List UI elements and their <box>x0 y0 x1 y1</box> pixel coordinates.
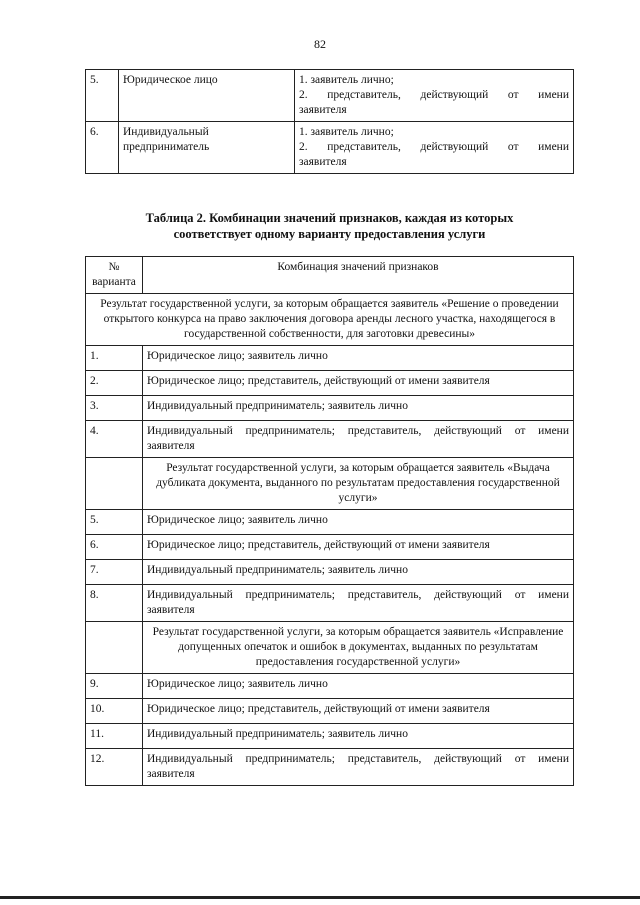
table-row <box>86 749 574 786</box>
table-row <box>86 585 574 622</box>
variant-combination: Индивидуальный предприниматель; представитель, действующий от имени заявителя <box>143 421 574 458</box>
empty-cell <box>86 622 143 674</box>
variant-combination: Индивидуальный предприниматель; представитель, действующий от имени заявителя <box>143 749 574 786</box>
header-row <box>86 257 574 294</box>
page-bottom-rule <box>0 896 640 899</box>
table-row <box>86 699 574 724</box>
variant-number: 1. <box>86 346 143 371</box>
table-row <box>86 346 574 371</box>
variant-combination: Индивидуальный предприниматель; представитель, действующий от имени заявителя <box>143 585 574 622</box>
option-line: заявителя <box>299 156 347 168</box>
variant-combination: Индивидуальный предприниматель; заявитель лично <box>143 560 574 585</box>
option-line: 2. представитель, действующий от имени <box>299 89 569 101</box>
applicant-table <box>85 69 574 174</box>
variant-number: 4. <box>86 421 143 458</box>
variant-combination: Юридическое лицо; представитель, действующий от имени заявителя <box>143 699 574 724</box>
applicant-options <box>295 122 574 174</box>
group-title: Результат государственной услуги, за которым обращается заявитель «Решение о проведении открытого конкурса на право заключения договора аренды лесного участка, находящегося в государственной собственности, для заготовки древесины» <box>86 294 574 346</box>
variant-combination: Юридическое лицо; представитель, действующий от имени заявителя <box>143 371 574 396</box>
variant-number: 5. <box>86 510 143 535</box>
variant-combination: Юридическое лицо; заявитель лично <box>143 510 574 535</box>
group-header <box>86 458 574 510</box>
column-header-combination: Комбинация значений признаков <box>143 257 574 294</box>
variant-combination: Юридическое лицо; заявитель лично <box>143 674 574 699</box>
variant-combination: Индивидуальный предприниматель; заявитель лично <box>143 396 574 421</box>
variant-number: 11. <box>86 724 143 749</box>
row-number: 6. <box>86 122 119 174</box>
table-row <box>86 674 574 699</box>
variant-combination: Индивидуальный предприниматель; заявитель лично <box>143 724 574 749</box>
variant-combination: Юридическое лицо; представитель, действующий от имени заявителя <box>143 535 574 560</box>
option-line: заявителя <box>299 104 347 116</box>
table-row <box>86 560 574 585</box>
variant-combination: Юридическое лицо; заявитель лично <box>143 346 574 371</box>
variant-number: 8. <box>86 585 143 622</box>
table-row <box>86 535 574 560</box>
table-caption: Таблица 2. Комбинации значений признаков, каждая из которых соответствует одному варианту предоставления услуги <box>145 211 514 241</box>
entity-type: Юридическое лицо <box>119 70 295 122</box>
variant-number: 2. <box>86 371 143 396</box>
option-line: 2. представитель, действующий от имени <box>299 141 569 153</box>
entity-type: Индивидуальный предприниматель <box>119 122 295 174</box>
group-header <box>86 294 574 346</box>
applicant-options <box>295 70 574 122</box>
table-row <box>86 122 574 174</box>
option-line: 1. заявитель лично; <box>299 126 394 138</box>
table-row <box>86 421 574 458</box>
empty-cell <box>86 458 143 510</box>
variant-number: 10. <box>86 699 143 724</box>
table-row <box>86 510 574 535</box>
row-number: 5. <box>86 70 119 122</box>
variant-number: 6. <box>86 535 143 560</box>
table-row <box>86 371 574 396</box>
group-title: Результат государственной услуги, за которым обращается заявитель «Исправление допущенных опечаток и ошибок в документах, выданных по результатам предоставления государственной услуги» <box>143 622 574 674</box>
group-header <box>86 622 574 674</box>
page-number: 82 <box>314 37 326 51</box>
variant-number: 9. <box>86 674 143 699</box>
group-title: Результат государственной услуги, за которым обращается заявитель «Выдача дубликата документа, выданного по результатам предоставления государственной услуги» <box>143 458 574 510</box>
variant-number: 3. <box>86 396 143 421</box>
variant-number: 12. <box>86 749 143 786</box>
option-line: 1. заявитель лично; <box>299 74 394 86</box>
column-header-number: № варианта <box>86 257 143 294</box>
table-row <box>86 724 574 749</box>
variant-number: 7. <box>86 560 143 585</box>
variants-table <box>85 256 574 786</box>
table-row <box>86 70 574 122</box>
table-row <box>86 396 574 421</box>
